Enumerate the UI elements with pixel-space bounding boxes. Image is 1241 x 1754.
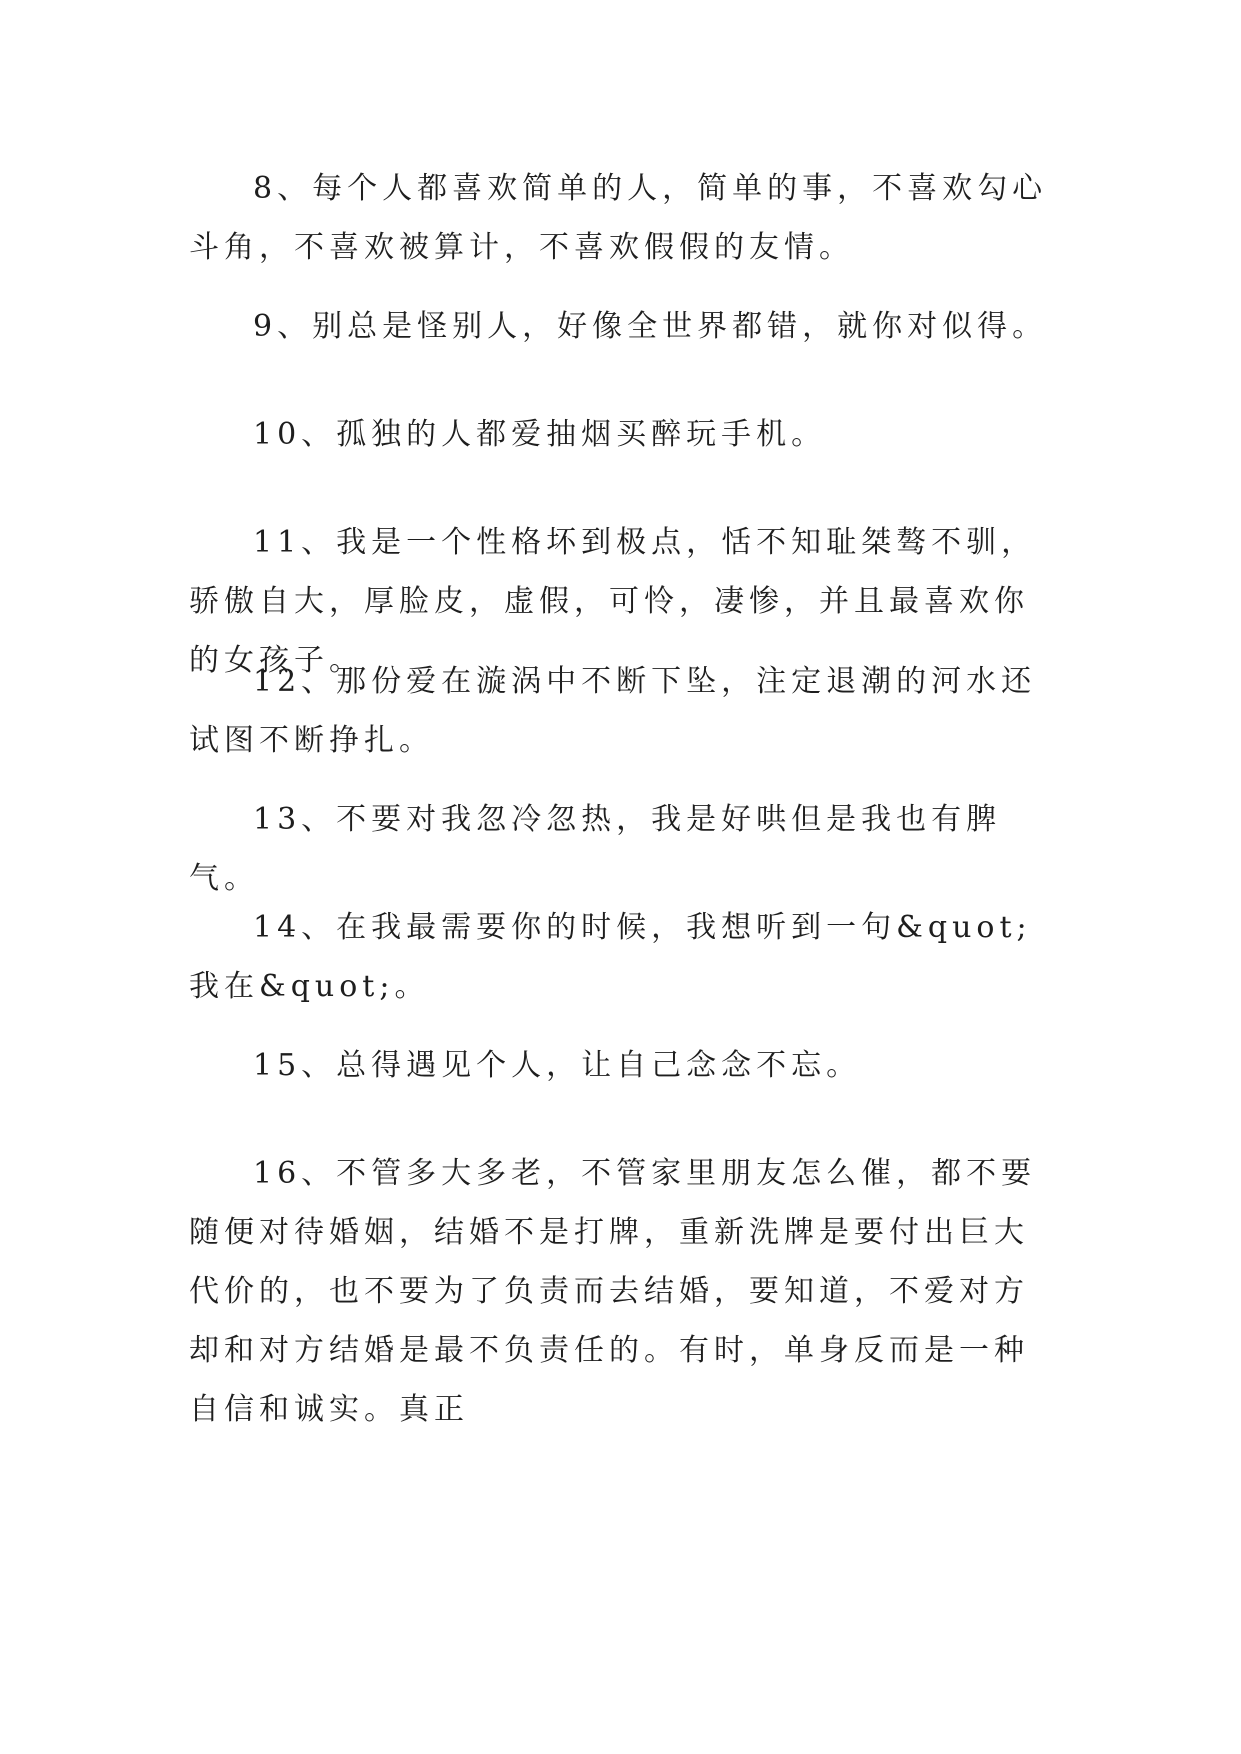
paragraph-14: 14、在我最需要你的时候，我想听到一句&quot;我在&quot;。 xyxy=(189,910,1032,1004)
paragraph-15: 15、总得遇见个人，让自己念念不忘。 xyxy=(253,1048,862,1083)
paragraph-8: 8、每个人都喜欢简单的人，简单的事，不喜欢勾心斗角，不喜欢被算计，不喜欢假假的友情。 xyxy=(189,171,1048,265)
paragraph-16: 16、不管多大多老，不管家里朋友怎么催，都不要随便对待婚姻，结婚不是打牌，重新洗牌是要付出巨大代价的，也不要为了负责而去结婚，要知道，不爱对方却和对方结婚是最不负责任的。有时，单身反而是一种自信和诚实。真正 xyxy=(189,1156,1037,1427)
paragraph-9: 9、别总是怪别人，好像全世界都错，就你对似得。 xyxy=(253,309,1048,344)
paragraph-12: 12、那份爱在漩涡中不断下坠，注定退潮的河水还试图不断挣扎。 xyxy=(189,664,1037,758)
paragraph-10: 10、孤独的人都爱抽烟买醉玩手机。 xyxy=(253,417,827,452)
paragraph-13: 13、不要对我忽冷忽热，我是好哄但是我也有脾气。 xyxy=(189,802,1002,896)
paragraph-11: 11、我是一个性格坏到极点，恬不知耻桀骜不驯，骄傲自大，厚脸皮，虚假，可怜，凄惨，并且最喜欢你的女孩子。 xyxy=(189,525,1037,678)
